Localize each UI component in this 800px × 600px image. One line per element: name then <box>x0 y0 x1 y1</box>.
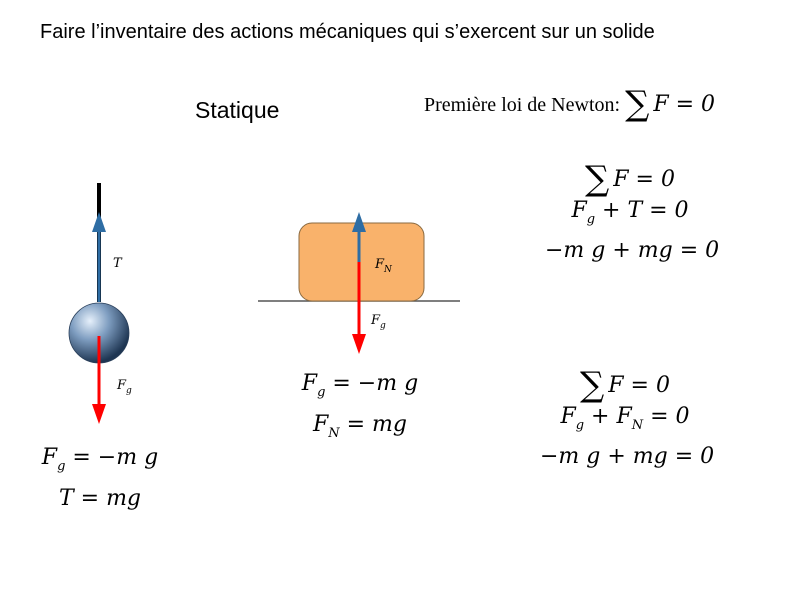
block-equation-1: $F_g = -m$ g <box>301 371 419 400</box>
block-weight-label-sub: g <box>380 321 386 331</box>
ball-weight-label-main: F <box>117 378 127 393</box>
block <box>299 223 424 301</box>
tension-label: T <box>113 256 122 271</box>
normal-force-label <box>375 257 392 275</box>
block-equation-2: $F_N$ = mg <box>312 412 407 441</box>
sum-block-line-3: −m g + mg = 0 <box>540 444 715 469</box>
tension-arrow <box>92 212 106 302</box>
ball-equation-2: T = mg <box>58 486 142 511</box>
newton-law-formula: F = 0 <box>653 92 716 117</box>
sum-block-line-1: ∑ F = 0 <box>580 365 670 405</box>
normal-force-label-sub: N <box>384 265 392 275</box>
ball-weight-label-sub: g <box>126 386 132 396</box>
section-heading: Statique <box>195 97 280 123</box>
ball-equations <box>30 442 170 515</box>
sum-block-line-2: $F_g + F_N = 0$ <box>560 404 690 433</box>
sum-ball-line-2: $F_g + T = 0$ <box>571 198 689 227</box>
page-title: Faire l’inventaire des actions mécaniques qui s’exercent sur un solide <box>40 21 655 43</box>
block-weight-label-main: F <box>371 313 381 328</box>
sum-block-equations <box>540 365 715 472</box>
sum-ball-line-1: ∑ F = 0 <box>585 159 675 199</box>
sum-symbol: ∑ <box>625 84 650 124</box>
normal-force-label-main: F <box>375 257 385 272</box>
block-equations <box>285 368 435 450</box>
ball-equation-1: $F_g = -m$ g <box>41 445 159 474</box>
newton-law-text: Première loi de Newton: <box>424 94 621 116</box>
ball-weight-label <box>117 378 132 396</box>
block-weight-label <box>371 313 386 331</box>
sum-ball-equations <box>545 159 720 266</box>
sum-ball-line-3: −m g + mg = 0 <box>545 238 720 263</box>
